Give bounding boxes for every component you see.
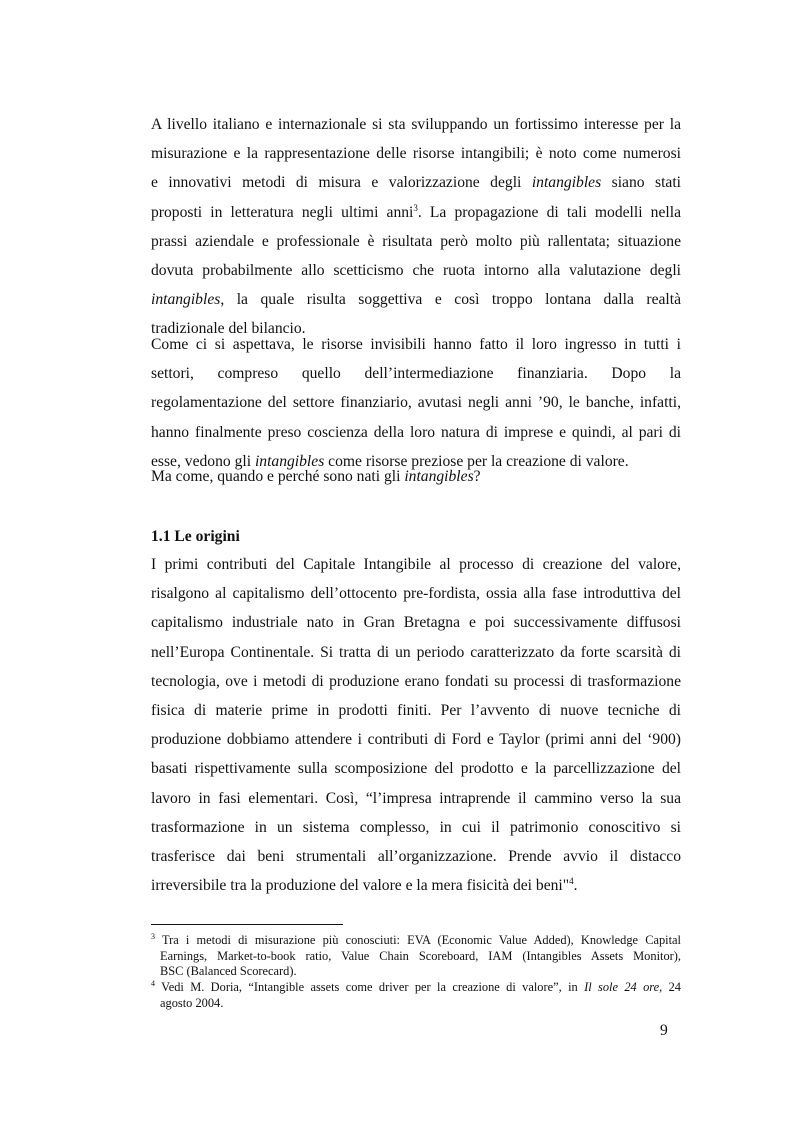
text-line: A livello italiano e internazionale si sta sviluppando un fortissimo interesse per la xyxy=(151,116,681,133)
footnote-line: Earnings, Market-to-book ratio, Value Chain Scoreboard, IAM (Intangibles Assets Monitor), xyxy=(160,948,681,963)
footnote-line: BSC (Balanced Scorecard). xyxy=(160,964,297,979)
footnote-4 xyxy=(151,980,681,1011)
text-line: settori, compreso quello dell’intermediazione finanziaria. Dopo la xyxy=(151,365,681,383)
text-line: Come ci si aspettava, le risorse invisibili hanno fatto il loro ingresso in tutti i xyxy=(151,336,681,353)
section-heading: 1.1 Le origini xyxy=(151,528,240,545)
text-line: risalgono al capitalismo dell’ottocento pre-fordista, ossia alla fase introduttiva del xyxy=(151,585,681,603)
footnote-ref-3: 3 xyxy=(413,202,418,213)
text-line: lavoro in fasi elementari. Così, “l’impresa intraprende il cammino verso la sua xyxy=(151,789,681,807)
text-line: I primi contributi del Capitale Intangibile al processo di creazione del valore, xyxy=(151,556,681,573)
italic-term: intangibles xyxy=(531,174,602,192)
text-line: tradizionale del bilancio. xyxy=(151,320,306,338)
text-line: produzione dobbiamo attendere i contributi di Ford e Taylor (primi anni del ‘900) xyxy=(151,731,681,749)
text-line: Ma come, quando e perché sono nati gli intangibles? xyxy=(151,468,481,485)
text-line: hanno finalmente preso coscienza della loro natura di imprese e quindi, al pari di xyxy=(151,423,681,441)
text-line: trasformazione in un sistema complesso, in cui il patrimonio conoscitivo si xyxy=(151,818,681,836)
text-line: tecnologia, ove i metodi di produzione erano fondati su processi di trasformazione xyxy=(151,672,681,690)
footnote-separator xyxy=(151,924,343,925)
text-line: fisica di materie prime in prodotti finiti. Per l’avvento di nuove tecniche di xyxy=(151,701,681,719)
text-line: intangibles, la quale risulta soggettiva e così troppo lontana dalla realtà xyxy=(151,291,681,309)
footnote-ref-4: 4 xyxy=(569,876,574,887)
paragraph-origins xyxy=(151,550,681,900)
italic-term: intangibles xyxy=(404,468,474,485)
text-line: dovuta probabilmente allo scetticismo che ruota intorno alla valutazione degli xyxy=(151,261,681,279)
text-line: nell’Europa Continentale. Si tratta di un periodo caratterizzato da forte scarsità di xyxy=(151,643,681,661)
paragraph-question xyxy=(151,462,681,491)
text-line: capitalismo industriale nato in Gran Bretagna e poi successivamente diffusosi xyxy=(151,614,681,632)
footnote-line: agosto 2004. xyxy=(160,995,224,1010)
page-number: 9 xyxy=(660,1022,668,1039)
text-line: irreversibile tra la produzione del valore e la mera fisicità dei beni"$^4$. xyxy=(151,876,578,895)
text-line: e innovativi metodi di misura e valorizzazione degli intangibles siano stati xyxy=(151,174,682,192)
text-line: prassi aziendale e professionale è risultata però molto più rallentata; situazione xyxy=(151,232,681,250)
text-line: proposti in letteratura negli ultimi anni$^3$. La propagazione di tali modelli nella xyxy=(151,202,681,221)
text-line: esse, vedono gli intangibles come risorse preziose per la creazione di valore. xyxy=(151,452,629,470)
footnote-3 xyxy=(151,933,681,980)
paragraph-invisible-resources xyxy=(151,330,681,476)
text-line: misurazione e la rappresentazione delle risorse intangibili; è noto come numerosi xyxy=(151,145,681,163)
italic-term: intangibles xyxy=(151,291,221,309)
footnote-number: 4 xyxy=(151,979,155,988)
paragraph-intangibles-interest xyxy=(151,110,681,344)
text-line: basati rispettivamente sulla scomposizione del prodotto e la parcellizzazione del xyxy=(151,760,681,778)
italic-title: Il sole 24 ore xyxy=(584,980,660,994)
footnote-number: 3 xyxy=(151,932,155,941)
text-line: regolamentazione del settore finanziario, avutasi negli anni ’90, le banche, infatti, xyxy=(151,394,681,412)
italic-term: intangibles xyxy=(254,452,325,470)
text-line: trasferisce dai beni strumentali all’organizzazione. Prende avvio il distacco xyxy=(151,847,681,865)
footnote-line: $^4$ Vedi M. Doria, “Intangible assets come driver per la creazione di valore”, in Il sole 24 ore, 24 xyxy=(151,979,681,994)
footnote-line: $^3$ Tra i metodi di misurazione più conosciuti: EVA (Economic Value Added), Knowledge Capital xyxy=(151,932,681,947)
